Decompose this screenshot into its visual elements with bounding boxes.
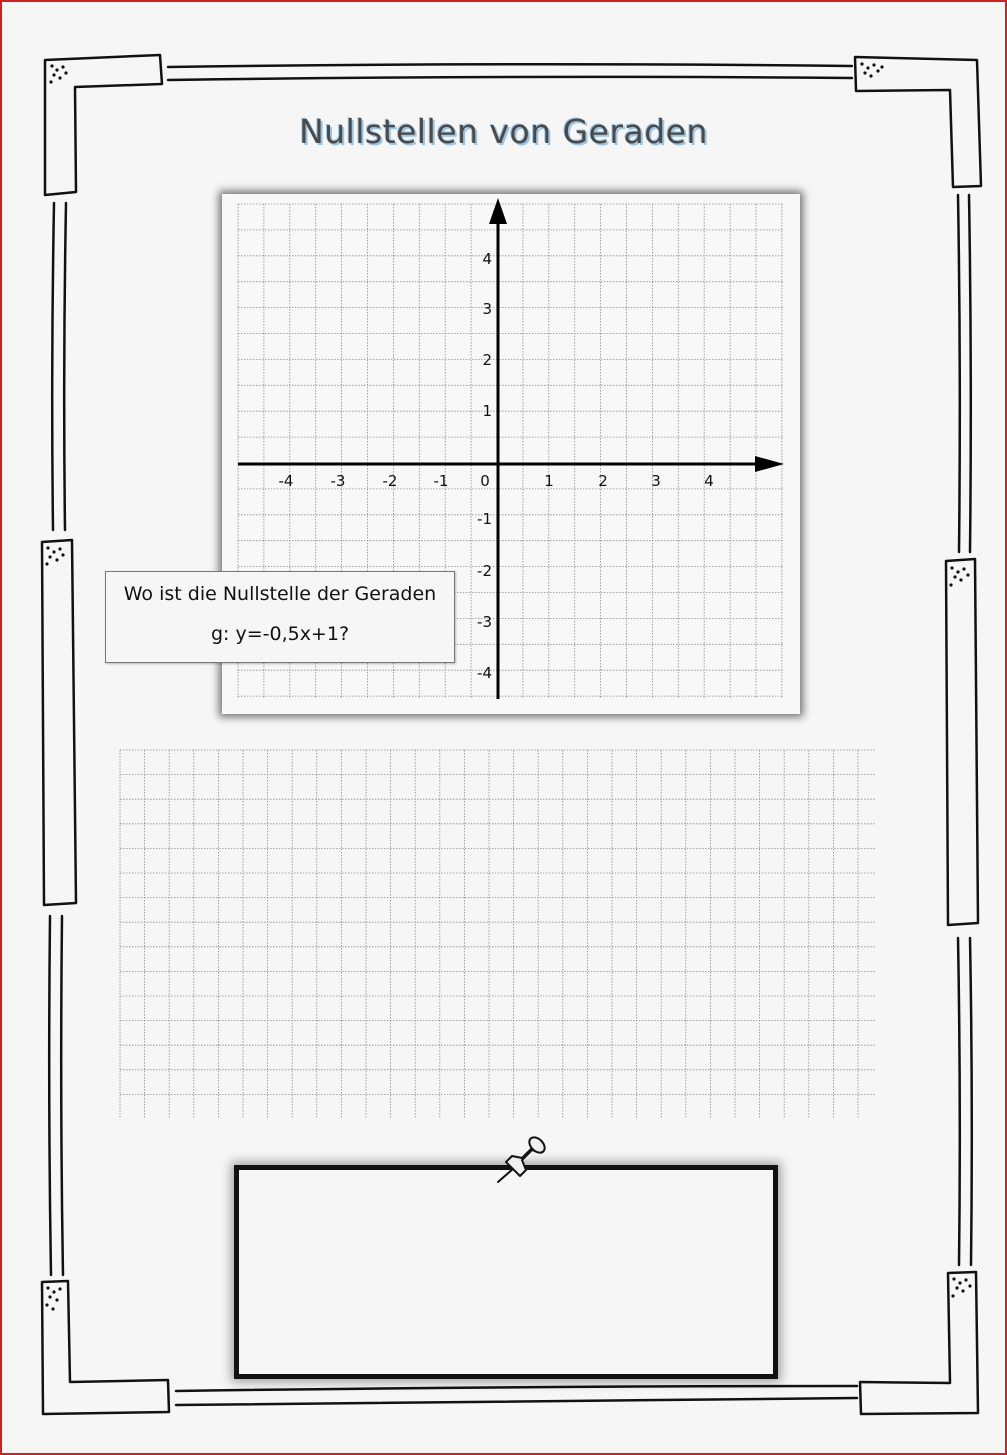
pushpin-icon (492, 1132, 552, 1188)
answer-box[interactable] (234, 1165, 778, 1379)
question-equation: g: y=-0,5x+1? (210, 623, 350, 645)
y-tick-label: -3 (477, 613, 492, 631)
x-tick-label: 4 (704, 472, 714, 490)
x-tick-label: 1 (544, 472, 554, 490)
page-title: Nullstellen von Geraden (299, 112, 708, 151)
question-box (105, 571, 455, 663)
x-tick-label: -4 (278, 472, 294, 490)
question-text: Wo ist die Nullstelle der Geraden (123, 583, 437, 605)
y-tick-label: 2 (482, 351, 492, 369)
x-tick-label: 3 (651, 472, 661, 490)
y-tick-label: 4 (482, 250, 492, 268)
y-axis-arrow-icon (489, 198, 507, 224)
y-tick-label: -1 (477, 510, 492, 528)
work-grid (119, 749, 877, 1119)
y-tick-label: -4 (477, 664, 492, 682)
x-tick-label: 2 (598, 472, 608, 490)
y-tick-label: -2 (477, 562, 492, 580)
y-tick-label: 1 (482, 402, 492, 420)
x-tick-label: -2 (382, 472, 398, 490)
origin-label: 0 (480, 472, 490, 490)
x-axis-arrow-icon (755, 456, 784, 472)
y-tick-label: 3 (482, 300, 492, 318)
x-tick-label: -3 (330, 472, 346, 490)
x-tick-label: -1 (433, 472, 449, 490)
